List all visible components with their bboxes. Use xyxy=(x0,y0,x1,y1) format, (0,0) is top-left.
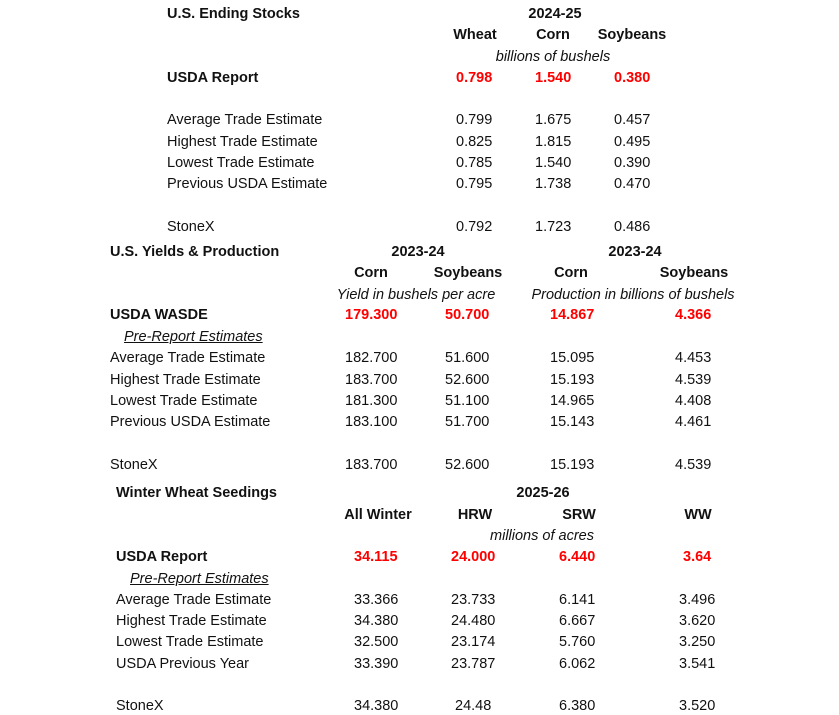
row-value: 33.390 xyxy=(354,656,399,672)
usda-value-corn: 1.540 xyxy=(535,70,572,86)
row-value: 0.457 xyxy=(614,112,651,128)
winter-wheat-season: 2025-26 xyxy=(516,485,570,501)
row-value: 0.785 xyxy=(456,155,493,171)
ending-stocks-unit: billions of bushels xyxy=(495,49,611,65)
row-value: 183.100 xyxy=(345,414,398,430)
column-header-corn: Corn xyxy=(536,27,570,43)
row-value: 15.143 xyxy=(550,414,595,430)
column-header-srw: SRW xyxy=(562,507,596,523)
stonex-label: StoneX xyxy=(167,219,215,235)
column-header-wheat: Wheat xyxy=(453,27,497,43)
row-value: 4.539 xyxy=(675,372,712,388)
row-value: 1.540 xyxy=(535,155,572,171)
row-value: 15.095 xyxy=(550,350,595,366)
row-value: 1.675 xyxy=(535,112,572,128)
row-value: 23.733 xyxy=(451,592,496,608)
usda-value: 14.867 xyxy=(550,307,595,323)
row-value: 52.600 xyxy=(445,372,490,388)
row-value: 5.760 xyxy=(559,634,596,650)
column-header-soybeans: Soybeans xyxy=(597,27,667,43)
yields-season-right: 2023-24 xyxy=(608,244,662,260)
row-value: 23.174 xyxy=(451,634,496,650)
row-label: Average Trade Estimate xyxy=(167,112,323,128)
row-label: Highest Trade Estimate xyxy=(110,372,261,388)
usda-value: 50.700 xyxy=(445,307,490,323)
ending-stocks-season: 2024-25 xyxy=(528,6,582,22)
row-label: Lowest Trade Estimate xyxy=(167,155,315,171)
row-label: Highest Trade Estimate xyxy=(167,134,318,150)
pre-report-heading: Pre-Report Estimates xyxy=(130,571,269,587)
row-value: 0.470 xyxy=(614,176,651,192)
usda-value: 179.300 xyxy=(345,307,398,323)
row-value: 183.700 xyxy=(345,372,398,388)
row-value: 24.480 xyxy=(451,613,496,629)
row-value: 32.500 xyxy=(354,634,399,650)
row-label: Average Trade Estimate xyxy=(116,592,272,608)
row-label: Previous USDA Estimate xyxy=(167,176,328,192)
usda-report-label: USDA Report xyxy=(116,549,208,565)
row-value: 3.541 xyxy=(679,656,716,672)
stonex-value: 4.539 xyxy=(675,457,712,473)
row-value: 0.495 xyxy=(614,134,651,150)
row-value: 51.700 xyxy=(445,414,490,430)
winter-wheat-unit: millions of acres xyxy=(490,528,594,544)
column-header-all-winter: All Winter xyxy=(344,507,412,523)
row-value: 0.799 xyxy=(456,112,493,128)
winter-wheat-title: Winter Wheat Seedings xyxy=(116,485,278,501)
row-value: 4.408 xyxy=(675,393,712,409)
row-value: 181.300 xyxy=(345,393,398,409)
usda-value-soybeans: 0.380 xyxy=(614,70,651,86)
stonex-value: 6.380 xyxy=(559,698,596,714)
row-value: 182.700 xyxy=(345,350,398,366)
row-value: 6.667 xyxy=(559,613,596,629)
ending-stocks-title: U.S. Ending Stocks xyxy=(167,6,300,22)
column-header-corn-production: Corn xyxy=(554,265,588,281)
stonex-value: 15.193 xyxy=(550,457,595,473)
row-label: Lowest Trade Estimate xyxy=(116,634,264,650)
usda-wasde-label: USDA WASDE xyxy=(110,307,208,323)
row-value: 3.496 xyxy=(679,592,716,608)
column-header-corn-yield: Corn xyxy=(354,265,388,281)
row-value: 4.453 xyxy=(675,350,712,366)
yields-season-left: 2023-24 xyxy=(391,244,445,260)
production-unit: Production in billions of bushels xyxy=(531,287,735,303)
stonex-value: 34.380 xyxy=(354,698,399,714)
row-value: 15.193 xyxy=(550,372,595,388)
stonex-label: StoneX xyxy=(116,698,164,714)
row-value: 1.738 xyxy=(535,176,572,192)
row-value: 6.062 xyxy=(559,656,596,672)
usda-value-wheat: 0.798 xyxy=(456,70,493,86)
stonex-value: 0.792 xyxy=(456,219,493,235)
stonex-value: 1.723 xyxy=(535,219,572,235)
row-value: 0.825 xyxy=(456,134,493,150)
stonex-value: 0.486 xyxy=(614,219,651,235)
row-label: Highest Trade Estimate xyxy=(116,613,267,629)
row-value: 34.380 xyxy=(354,613,399,629)
column-header-soybeans-production: Soybeans xyxy=(659,265,729,281)
usda-value: 24.000 xyxy=(451,549,496,565)
row-value: 4.461 xyxy=(675,414,712,430)
stonex-value: 3.520 xyxy=(679,698,716,714)
column-header-hrw: HRW xyxy=(457,507,493,523)
row-value: 23.787 xyxy=(451,656,496,672)
row-value: 0.390 xyxy=(614,155,651,171)
stonex-value: 24.48 xyxy=(455,698,492,714)
row-label: Average Trade Estimate xyxy=(110,350,266,366)
row-value: 3.250 xyxy=(679,634,716,650)
row-value: 3.620 xyxy=(679,613,716,629)
row-label: Lowest Trade Estimate xyxy=(110,393,258,409)
yield-unit: Yield in bushels per acre xyxy=(336,287,496,303)
stonex-label: StoneX xyxy=(110,457,158,473)
row-value: 0.795 xyxy=(456,176,493,192)
row-value: 51.100 xyxy=(445,393,490,409)
usda-report-label: USDA Report xyxy=(167,70,259,86)
row-value: 33.366 xyxy=(354,592,399,608)
row-value: 6.141 xyxy=(559,592,596,608)
row-value: 14.965 xyxy=(550,393,595,409)
stonex-value: 52.600 xyxy=(445,457,490,473)
usda-value: 34.115 xyxy=(354,549,398,565)
yields-title: U.S. Yields & Production xyxy=(110,244,280,260)
usda-value: 4.366 xyxy=(675,307,712,323)
stonex-value: 183.700 xyxy=(345,457,398,473)
usda-value: 6.440 xyxy=(559,549,596,565)
row-value: 1.815 xyxy=(535,134,572,150)
row-label: USDA Previous Year xyxy=(116,656,249,672)
pre-report-heading: Pre-Report Estimates xyxy=(124,329,263,345)
column-header-soybeans-yield: Soybeans xyxy=(433,265,503,281)
usda-value: 3.64 xyxy=(683,549,712,565)
row-label: Previous USDA Estimate xyxy=(110,414,271,430)
column-header-ww: WW xyxy=(684,507,712,523)
row-value: 51.600 xyxy=(445,350,490,366)
